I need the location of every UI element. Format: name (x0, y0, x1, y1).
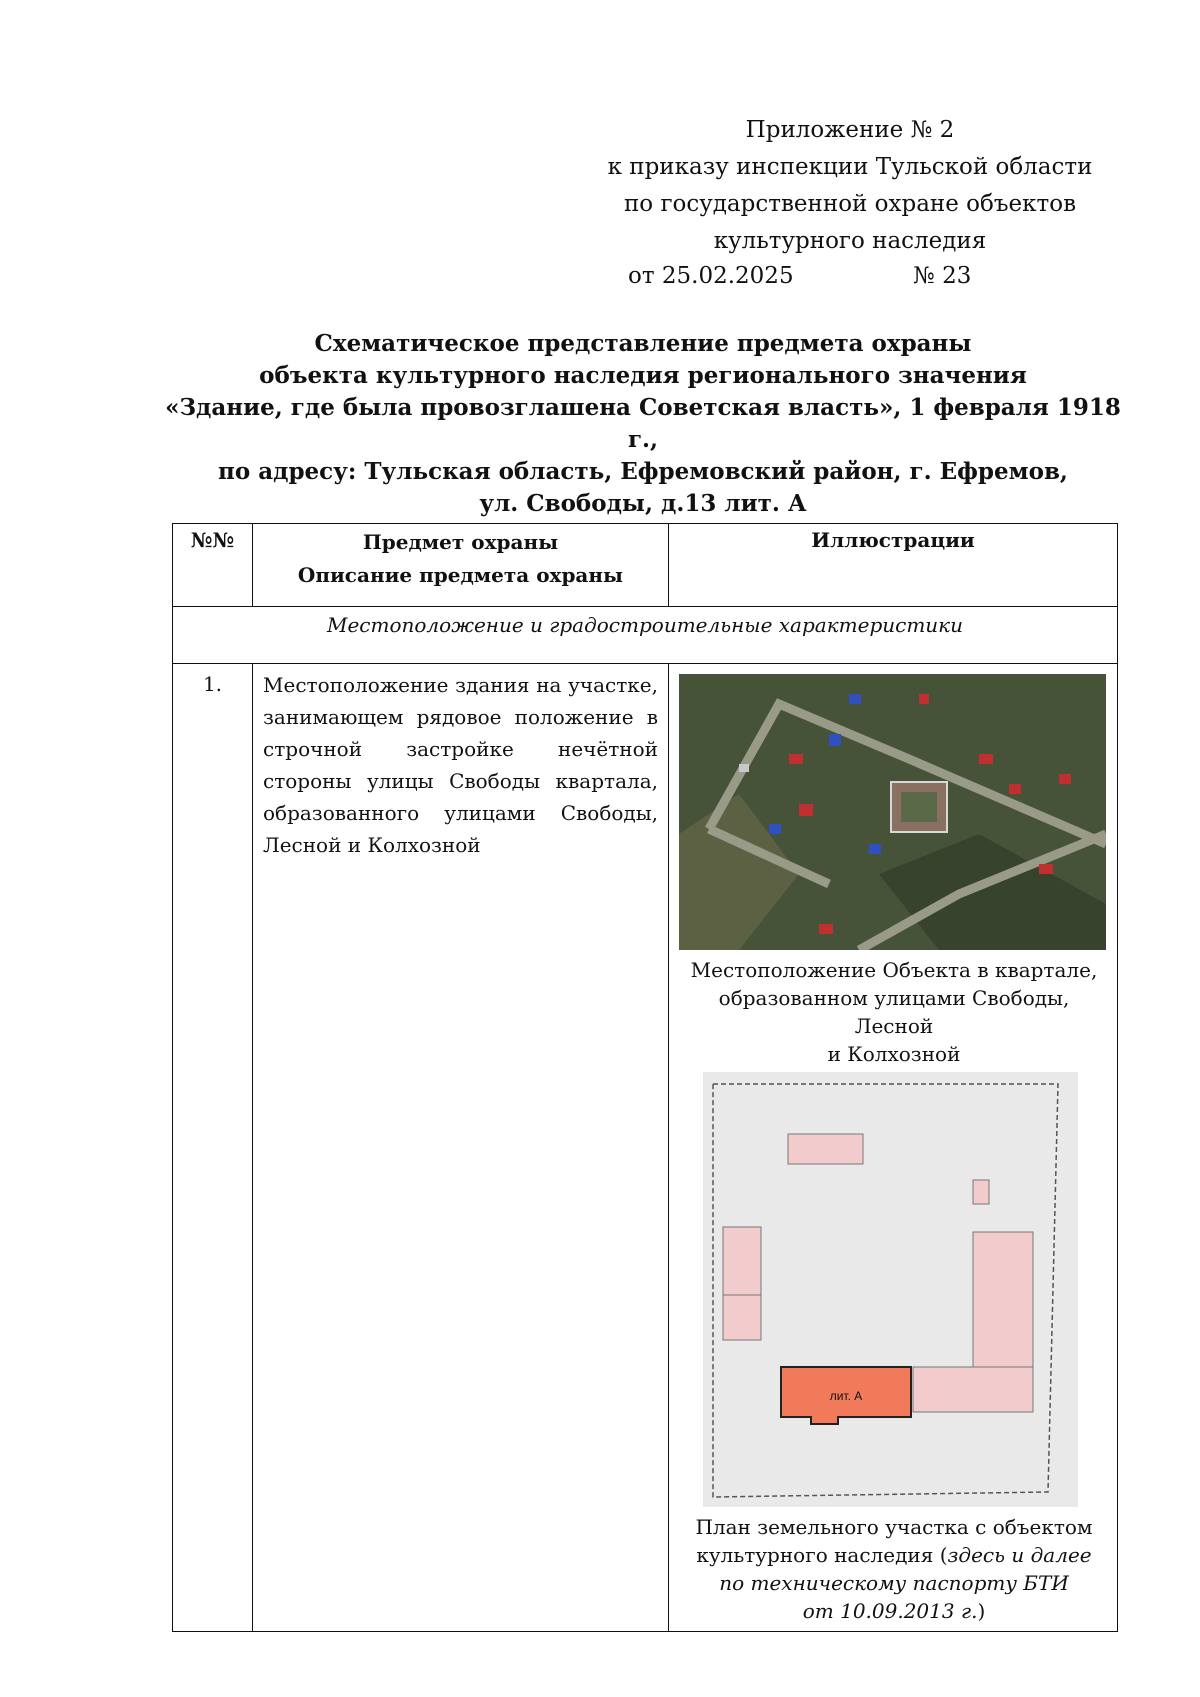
header-subject-line2: Описание предмета охраны (297, 563, 624, 587)
appendix-line: Приложение № 2 (745, 117, 955, 143)
row-description: Местоположение здания на участке, занимающем рядовое положение в строчной застройке нечётной стороны улицы Свободы квартала, образованного улицами Свободы, Лесной и Колхозной (253, 664, 669, 1632)
appendix-line: к приказу инспекции Тульской области (607, 154, 1093, 180)
table-row (173, 664, 1118, 1632)
satellite-image (679, 674, 1106, 950)
caption-line: Местоположение Объекта в квартале, (690, 958, 1098, 982)
title-line: по адресу: Тульская область, Ефремовский район, г. Ефремов, (218, 458, 1068, 485)
caption-line (679, 1569, 1109, 1597)
title-line: объекта культурного наследия регионального значения (259, 362, 1027, 389)
caption-line: образованном улицами Свободы, Лесной (718, 986, 1070, 1038)
header-illustrations: Иллюстрации (669, 524, 1118, 607)
header-subject-line1: Предмет охраны (362, 530, 559, 554)
caption-italic: от 10.09.2013 г. (802, 1599, 978, 1623)
caption-text: культурного наследия ( (696, 1543, 948, 1567)
appendix-block (600, 112, 1100, 260)
caption-line (679, 1597, 1109, 1625)
header-num: №№ (173, 524, 253, 607)
section-row (173, 607, 1118, 664)
row-illustrations (669, 664, 1118, 1632)
order-number: № 23 (913, 263, 972, 289)
caption-line (679, 1541, 1109, 1569)
title-line: ул. Свободы, д.13 лит. А (479, 490, 807, 517)
header-subject (253, 524, 669, 607)
appendix-line: по государственной охране объектов (623, 191, 1077, 217)
caption-line: План земельного участка с объектом (695, 1515, 1093, 1539)
order-date: от 25.02.2025 (628, 263, 794, 289)
section-title: Местоположение и градостроительные характеристики (173, 607, 1118, 664)
caption-italic: по техническому паспорту БТИ (719, 1571, 1069, 1595)
title-line: «Здание, где была провозглашена Советская власть», 1 февраля 1918 г., (165, 394, 1121, 453)
protection-subject-table (172, 523, 1118, 1632)
caption-line: и Колхозной (827, 1042, 961, 1066)
table-header-row (173, 524, 1118, 607)
row-number: 1. (173, 664, 253, 1632)
title-line: Схематическое представление предмета охраны (314, 330, 972, 357)
plan-caption (679, 1513, 1109, 1625)
plan-building-label: лит. А (829, 1389, 863, 1403)
appendix-line: культурного наследия (713, 228, 987, 254)
document-title (160, 328, 1126, 520)
satellite-caption (679, 956, 1109, 1068)
caption-text: ) (977, 1599, 986, 1623)
site-plan-image (703, 1072, 1078, 1507)
caption-italic: здесь и далее (947, 1543, 1092, 1567)
